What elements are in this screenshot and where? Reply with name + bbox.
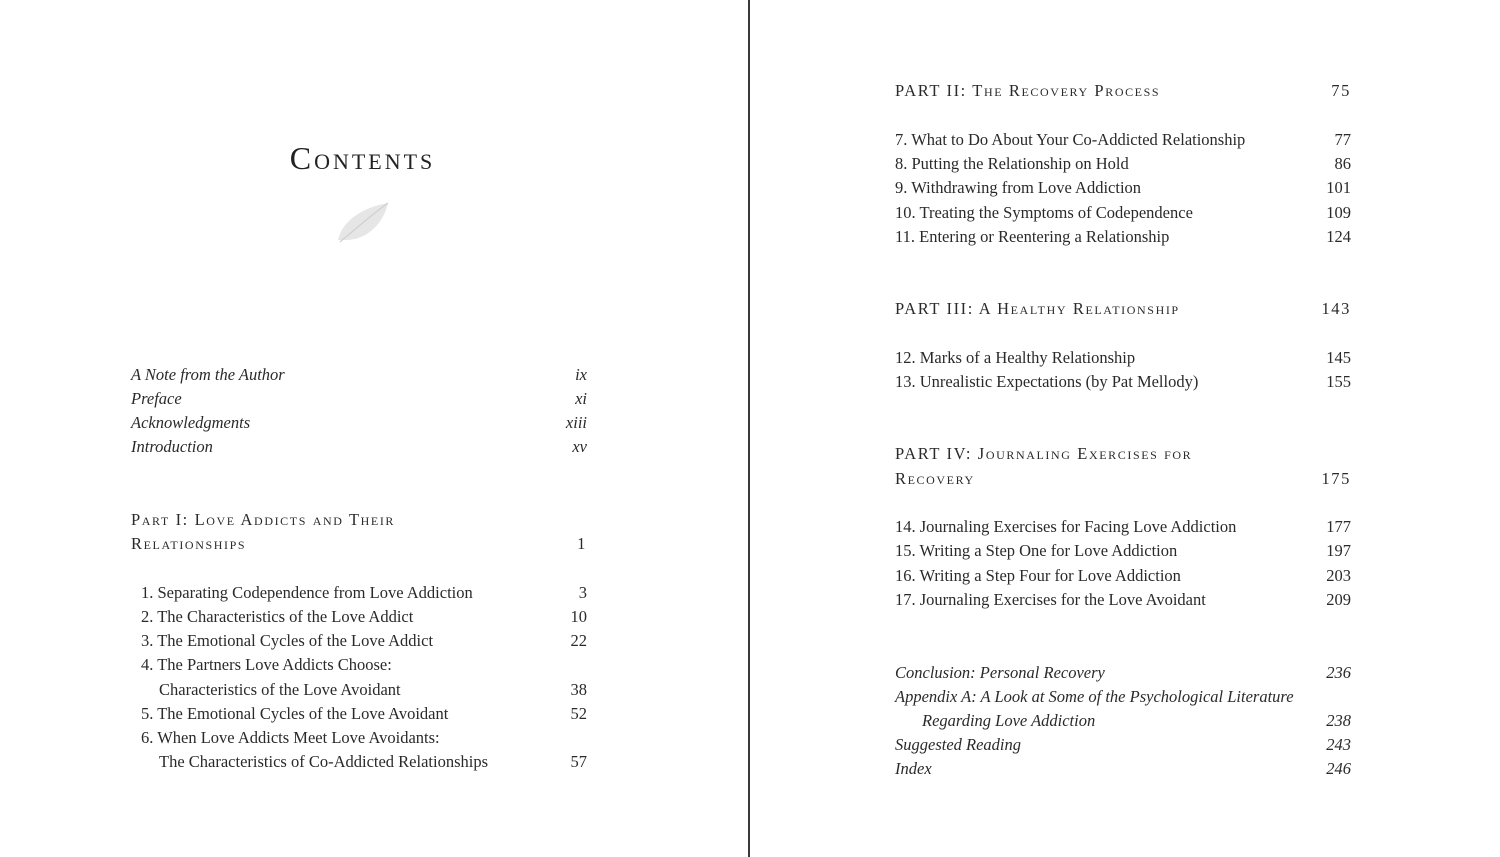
toc-entry[interactable]: Suggested Reading 243 [895, 735, 1351, 754]
part-heading[interactable]: PART III: A Healthy Relationship 143 [895, 299, 1351, 318]
toc-entry[interactable]: Index 246 [895, 759, 1351, 778]
part-heading-continued[interactable]: Relationships 1 [131, 534, 587, 553]
toc-entry[interactable]: Preface xi [131, 389, 587, 408]
toc-entry[interactable]: Appendix A: A Look at Some of the Psychological Literature [895, 687, 1294, 706]
toc-chapter[interactable]: 4. The Partners Love Addicts Choose: [141, 655, 392, 674]
part-heading-continued[interactable]: Recovery 175 [895, 469, 1351, 488]
toc-chapter[interactable]: 13. Unrealistic Expectations (by Pat Mellody) 155 [895, 372, 1351, 391]
toc-chapter-continued[interactable]: The Characteristics of Co-Addicted Relationships 57 [159, 752, 587, 771]
toc-chapter[interactable]: 3. The Emotional Cycles of the Love Addict 22 [141, 631, 587, 650]
toc-chapter[interactable]: 5. The Emotional Cycles of the Love Avoidant 52 [141, 704, 587, 723]
toc-chapter[interactable]: 15. Writing a Step One for Love Addiction 197 [895, 541, 1351, 560]
part-heading[interactable]: Part I: Love Addicts and Their [131, 510, 396, 529]
toc-chapter[interactable]: 10. Treating the Symptoms of Codependence 109 [895, 203, 1351, 222]
toc-chapter-continued[interactable]: Characteristics of the Love Avoidant 38 [159, 680, 587, 699]
toc-entry[interactable]: Acknowledgments xiii [131, 413, 587, 432]
toc-chapter[interactable]: 17. Journaling Exercises for the Love Avoidant 209 [895, 590, 1351, 609]
toc-chapter[interactable]: 14. Journaling Exercises for Facing Love Addiction 177 [895, 517, 1351, 536]
toc-entry[interactable]: Introduction xv [131, 437, 587, 456]
part-heading[interactable]: PART II: The Recovery Process 75 [895, 81, 1351, 100]
toc-chapter[interactable]: 12. Marks of a Healthy Relationship 145 [895, 348, 1351, 367]
toc-chapter[interactable]: 11. Entering or Reentering a Relationship 124 [895, 227, 1351, 246]
toc-chapter[interactable]: 7. What to Do About Your Co-Addicted Relationship 77 [895, 130, 1351, 149]
toc-entry[interactable]: Conclusion: Personal Recovery 236 [895, 663, 1351, 682]
toc-chapter[interactable]: 1. Separating Codependence from Love Addiction 3 [141, 583, 587, 602]
toc-chapter[interactable]: 6. When Love Addicts Meet Love Avoidants: [141, 728, 440, 747]
toc-entry-continued[interactable]: Regarding Love Addiction 238 [922, 711, 1351, 730]
toc-chapter[interactable]: 9. Withdrawing from Love Addiction 101 [895, 178, 1351, 197]
leaf-ornament-icon [334, 200, 392, 246]
toc-entry[interactable]: A Note from the Author ix [131, 365, 587, 384]
toc-chapter[interactable]: 2. The Characteristics of the Love Addict 10 [141, 607, 587, 626]
toc-chapter[interactable]: 8. Putting the Relationship on Hold 86 [895, 154, 1351, 173]
page-title: Contents [289, 140, 436, 176]
page-gutter [748, 0, 750, 857]
part-heading[interactable]: PART IV: Journaling Exercises for [895, 444, 1193, 463]
toc-chapter[interactable]: 16. Writing a Step Four for Love Addiction 203 [895, 566, 1351, 585]
